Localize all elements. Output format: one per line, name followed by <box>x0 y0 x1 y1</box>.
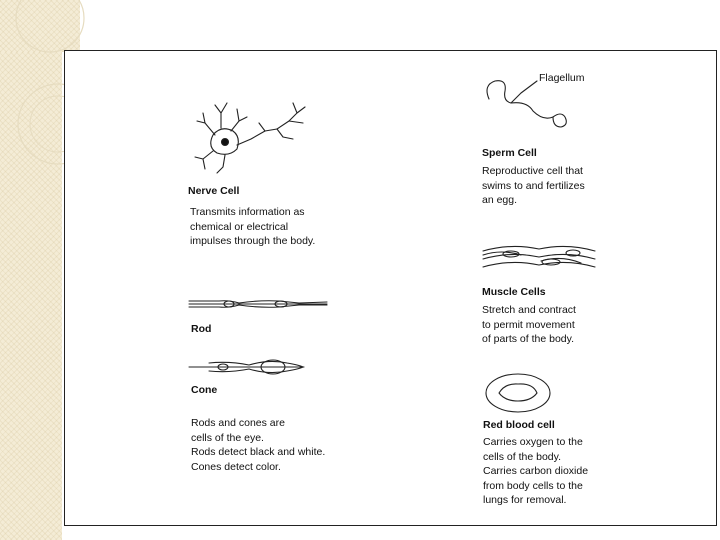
red-blood-cell-illustration <box>483 371 553 415</box>
rod-heading: Rod <box>191 323 212 335</box>
flagellum-label: Flagellum <box>539 72 585 84</box>
sperm-cell-heading: Sperm Cell <box>482 147 537 159</box>
nerve-cell-heading: Nerve Cell <box>188 185 240 197</box>
rods-cones-description: Rods and cones are cells of the eye. Rods detect black and white. Cones detect color. <box>191 417 326 473</box>
cone-heading: Cone <box>191 384 218 396</box>
red-blood-cell-description: Carries oxygen to the cells of the body. Carries carbon dioxide from body cells to the lungs for removal. <box>483 436 589 506</box>
red-blood-cell-heading: Red blood cell <box>483 419 555 431</box>
rod-cell-illustration <box>189 297 329 311</box>
cone-cell-illustration <box>189 357 309 377</box>
muscle-cells-description: Stretch and contract to permit movement of parts of the body. <box>482 304 576 345</box>
sperm-cell-description: Reproductive cell that swims to and fertilizes an egg. <box>482 165 585 206</box>
worksheet-panel <box>64 50 717 526</box>
nerve-cell-description: Transmits information as chemical or electrical impulses through the body. <box>190 206 316 247</box>
nerve-cell-illustration <box>185 95 325 175</box>
muscle-cells-illustration <box>481 241 597 275</box>
muscle-cells-heading: Muscle Cells <box>482 286 546 298</box>
